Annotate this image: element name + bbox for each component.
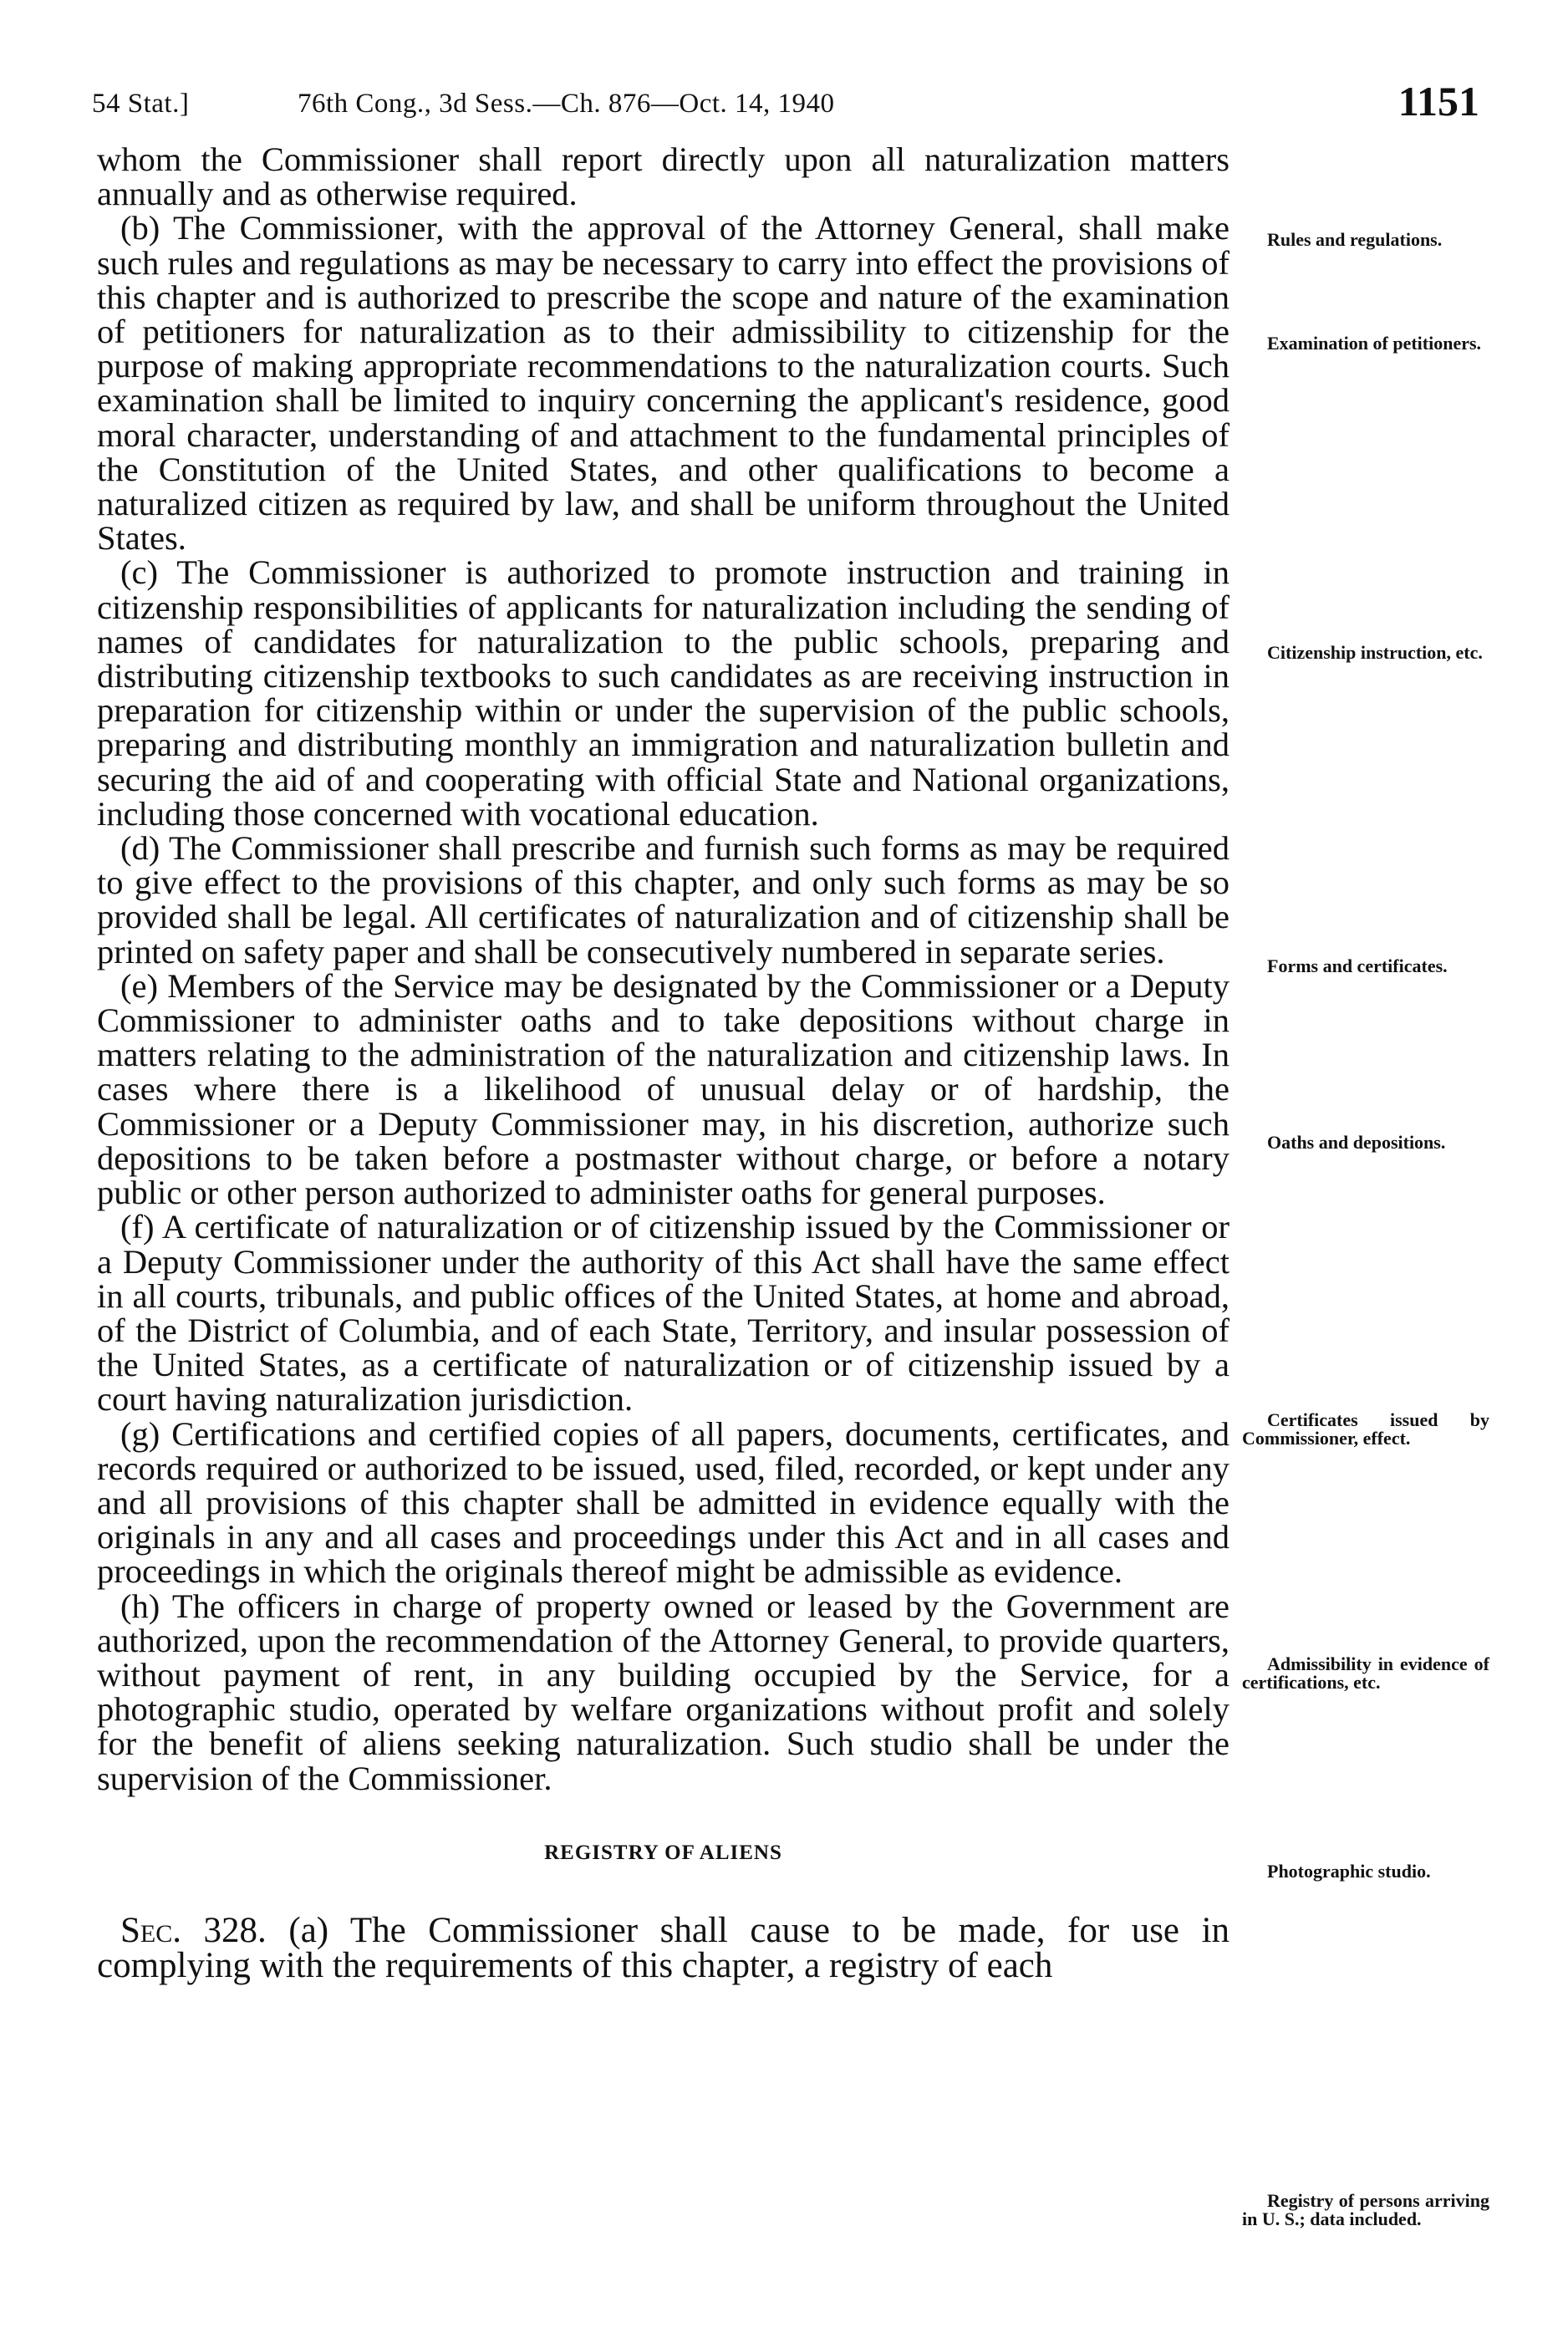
paragraph-continuation: whom the Commissioner shall report directly upon all naturalization matters annually and as otherwise required. — [97, 140, 1229, 213]
paragraph-b: (b) The Commissioner, with the approval of the Attorney General, shall make such rules and regulations as may be necessary to carry into effect the provisions of this chapter and is authorized to prescribe the scope and nature of the examination of petitioners for naturalization as to their admissibility to citizenship for the purpose of making appropriate recommendations to the naturalization courts. Such examination shall be limited to inquiry concerning the applicant's residence, good moral character, understanding of and attachment to the fundamental principles of the Constitution of the United States, and other qualifications to become a naturalized citizen as required by law, and shall be uniform throughout the United States. — [97, 209, 1229, 558]
session-reference: 76th Cong., 3d Sess.—Ch. 876—Oct. 14, 1940 — [298, 89, 835, 119]
paragraph-h: (h) The officers in charge of property owned or leased by the Government are authorized, upon the recommendation of the Attorney General, to provide quarters, without payment of rent, in any building occupied by the Service, for a photographic studio, operated by welfare organizations without profit and solely for the benefit of aliens seeking naturalization. Such studio shall be under the supervision of the Commissioner. — [97, 1587, 1229, 1797]
paragraph-f: (f) A certificate of naturalization or of citizenship issued by the Commissioner or a Deputy Commissioner under the authority of this Act shall have the same effect in all courts, tribunals, and public offices of the United States, at home and abroad, of the District of Columbia, and of each State, Territory, and insular possession of the United States, as a certificate of naturalization or of citizenship issued by a court having naturalization jurisdiction. — [97, 1208, 1229, 1419]
margin-note-oaths: Oaths and depositions. — [1267, 1132, 1446, 1153]
margin-note-rules: Rules and regulations. — [1267, 229, 1443, 250]
paragraph-e: (e) Members of the Service may be designated by the Commissioner or a Deputy Commissioner to administer oaths and to take depositions without charge in matters relating to the administration of the naturalization and citizenship laws. In cases where there is a likelihood of unusual delay or of hardship, the Commissioner or a Deputy Commissioner may, in his discretion, authorize such depositions to be taken before a postmaster without charge, or before a notary public or other person authorized to administer oaths for general purposes. — [97, 966, 1229, 1212]
section-328-paragraph — [97, 1910, 1230, 1985]
margin-note-certificates: Certificates issued by Commissioner, effect. — [1242, 1409, 1489, 1449]
page-number: 1151 — [1397, 78, 1479, 125]
section-label: Sec. 328. — [120, 1910, 267, 1950]
section-heading: REGISTRY OF ALIENS — [544, 1841, 782, 1864]
margin-note-registry: Registry of persons arriving in U. S.; data included. — [1242, 2190, 1489, 2229]
margin-note-citizenship-instruction: Citizenship instruction, etc. — [1267, 642, 1483, 663]
paragraph-g: (g) Certifications and certified copies of all papers, documents, certificates, and records required or authorized to be issued, used, filed, recorded, or kept under any and all provisions of this chapter shall be admitted in evidence equally with the originals in any and all cases and proceedings under this Act and in all cases and proceedings in which the originals thereof might be admissible as evidence. — [97, 1414, 1229, 1591]
running-header — [92, 77, 1479, 135]
paragraph-c: (c) The Commissioner is authorized to promote instruction and training in citizenship responsibilities of applicants for naturalization including the sending of names of candidates for naturalization to the public schools, preparing and distributing citizenship textbooks to such candidates as are receiving instruction in preparation for citizenship within or under the supervision of the public schools, preparing and distributing monthly an immigration and naturalization bulletin and securing the aid of and cooperating with official State and National organizations, including those concerned with vocational education. — [97, 553, 1229, 833]
margin-note-photographic-studio: Photographic studio. — [1267, 1861, 1431, 1882]
statute-text — [97, 142, 1229, 1984]
paragraph-d: (d) The Commissioner shall prescribe and furnish such forms as may be required to give effect to the provisions of this chapter, and only such forms as may be so provided shall be legal. All certificates of naturalization and of citizenship shall be printed on safety paper and shall be consecutively numbered in separate series. — [97, 829, 1229, 970]
margin-note-forms: Forms and certificates. — [1267, 955, 1448, 976]
margin-note-examination: Examination of petitioners. — [1267, 333, 1482, 354]
margin-note-admissibility: Admissibility in evidence of certifications, etc. — [1242, 1653, 1489, 1693]
section-328-text: (a) The Commissioner shall cause to be made, for use in complying with the requirements of this chapter, a registry of each — [97, 1910, 1230, 1985]
volume-reference: 54 Stat.] — [92, 89, 190, 119]
